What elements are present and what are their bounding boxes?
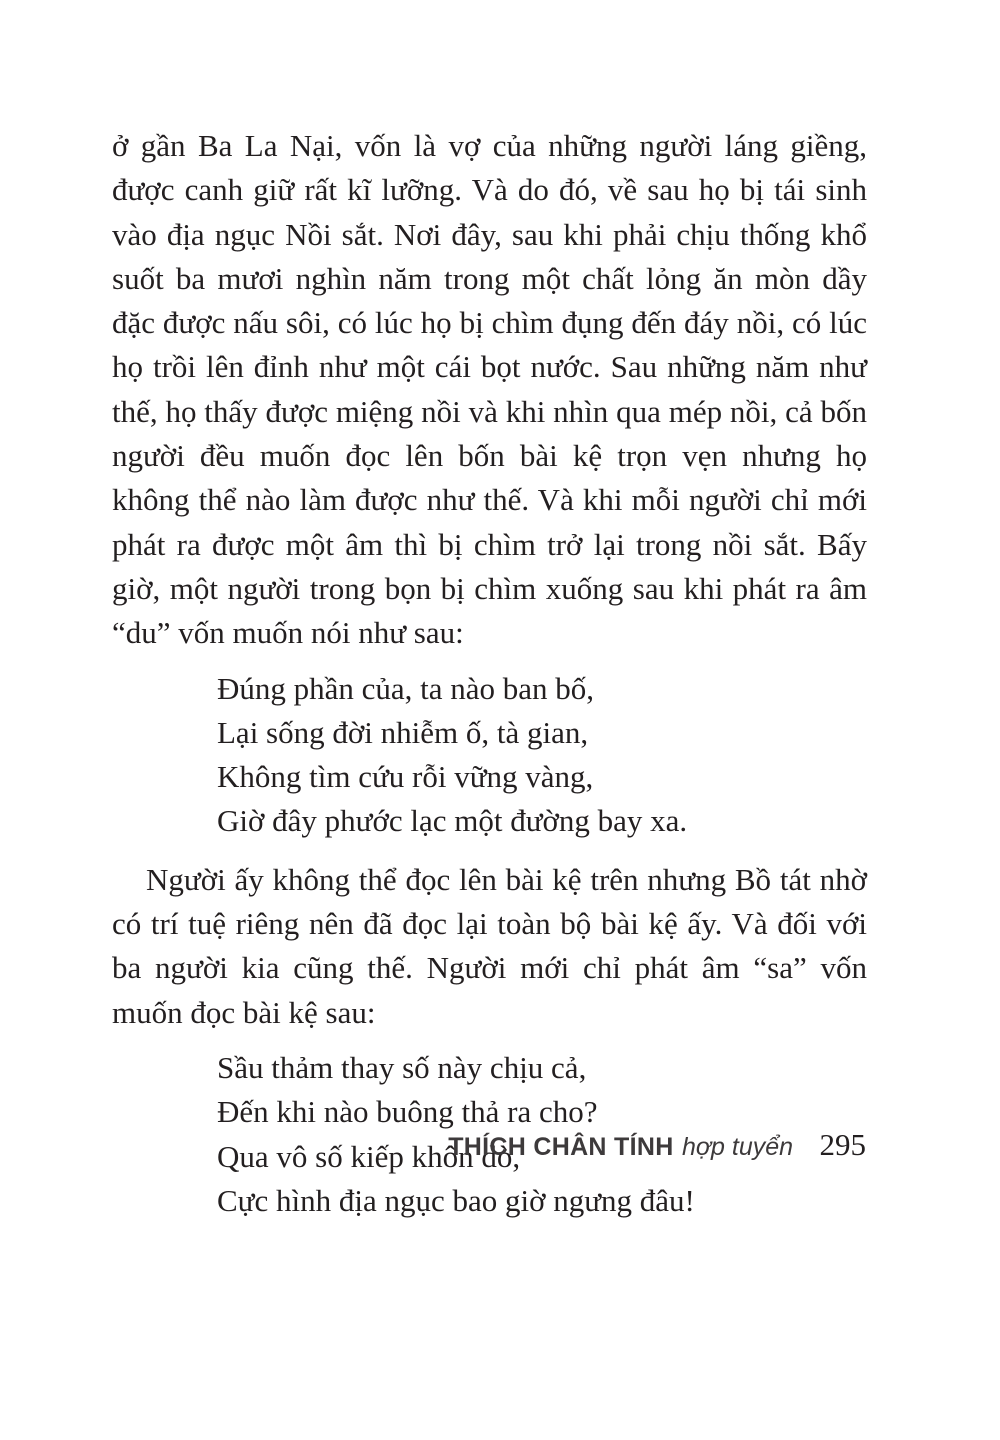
verse-line: Giờ đây phước lạc một đường bay xa. [217,803,688,839]
paragraph-2: Người ấy không thể đọc lên bài kệ trên nhưng Bồ tát nhờ có trí tuệ riêng nên đã đọc lại toàn bộ bài kệ ấy. Và đối với ba người kia cũng thế. Người mới chỉ phát âm “sa” vốn muốn đọc bài kệ sau: [112,861,867,1030]
verse-line: Qua vô số kiếp khôn dò, [217,1138,521,1174]
paragraph-1: ở gần Ba La Nại, vốn là vợ của những người láng giềng, được canh giữ rất kĩ lưỡng. Và do đó, về sau họ bị tái sinh vào địa ngục Nồi sắt. Nơi đây, sau khi phải chịu thống khổ suốt ba mươi nghìn năm trong một chất lỏng ăn mòn dầy đặc được nấu sôi, có lúc họ bị chìm đụng đến đáy nồi, có lúc họ trồi lên đỉnh như một cái bọt nước. Sau những năm như thế, họ thấy được miệng nồi và khi nhìn qua mép nồi, cả bốn người đều muốn đọc lên bốn bài kệ trọn vẹn nhưng họ không thể nào làm được như thế. Và khi mỗi người chỉ mới phát ra được một âm thì bị chìm trở lại trong nồi sắt. Bấy giờ, một người trong bọn bị chìm xuống sau khi phát ra âm “du” vốn muốn nói như sau: [112,128,867,651]
verse-line: Không tìm cứu rỗi vững vàng, [217,759,594,795]
footer-author: THÍCH CHÂN TÍNH [448,1133,674,1161]
footer-subtitle: hợp tuyển [682,1133,794,1161]
verse-1 [217,667,867,844]
page-body [112,124,867,1237]
verse-line: Cực hình địa ngục bao giờ ngưng đâu! [217,1182,695,1218]
verse-line: Đúng phần của, ta nào ban bố, [217,670,595,706]
verse-line: Đến khi nào buông thả ra cho? [217,1094,598,1130]
verse-line: Sầu thảm thay số này chịu cả, [217,1049,587,1085]
verse-line: Lại sống đời nhiễm ố, tà gian, [217,714,589,750]
running-footer [448,1127,866,1163]
page-number: 295 [819,1127,866,1162]
